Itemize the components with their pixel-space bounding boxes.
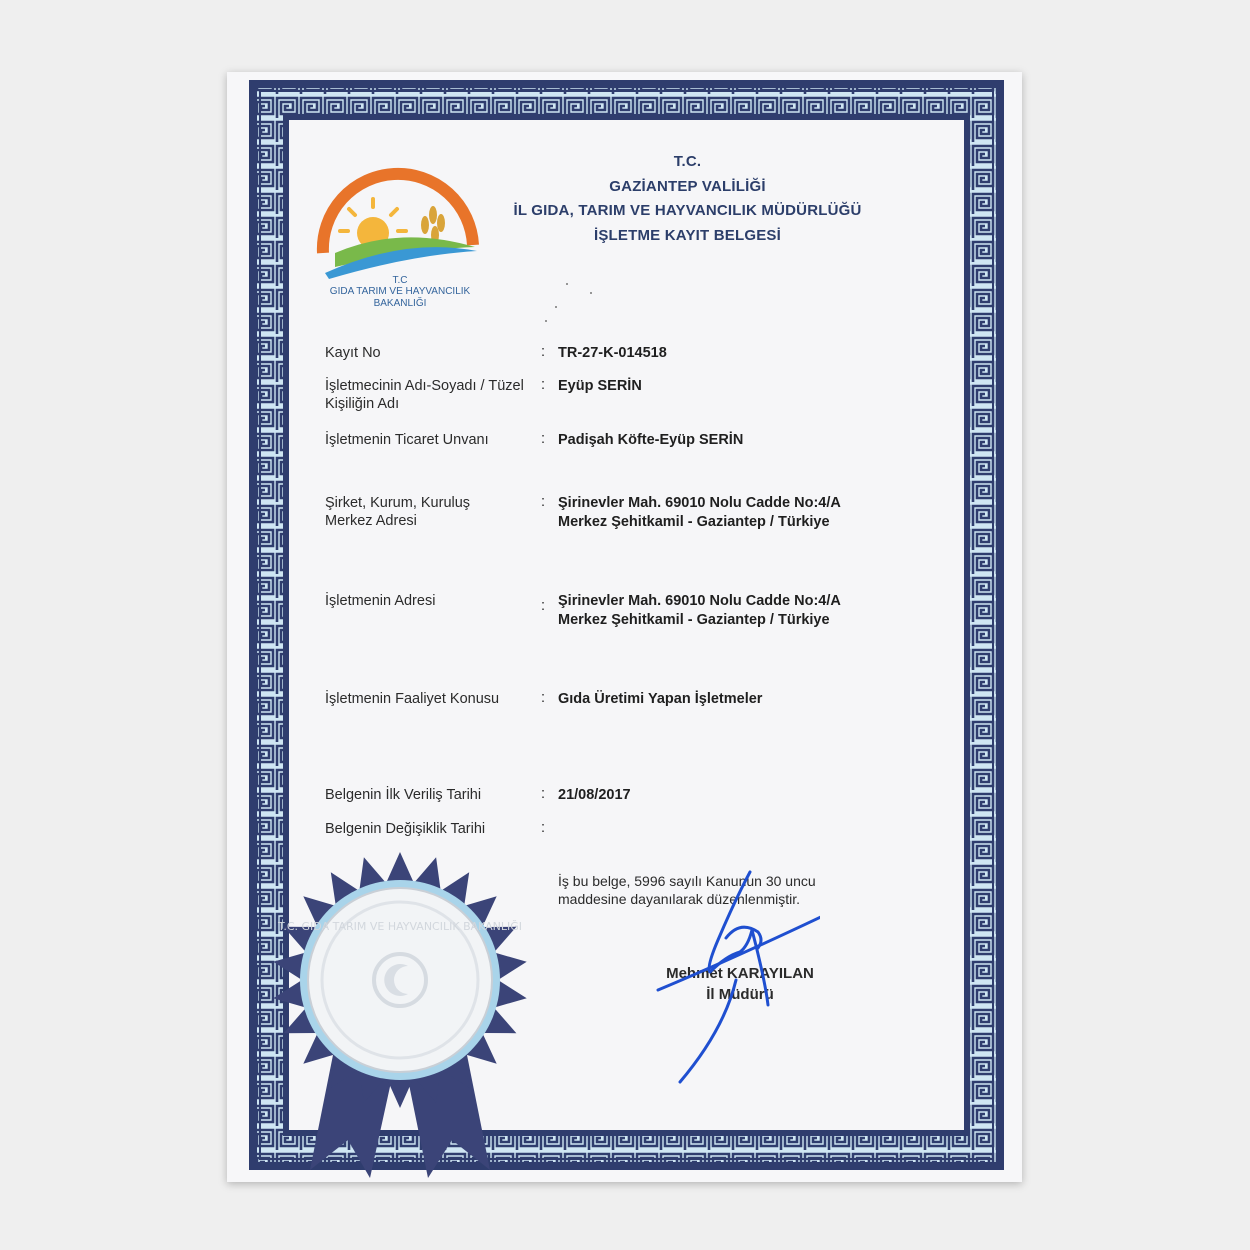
- field-colon: :: [541, 377, 546, 393]
- field-label: Şirket, Kurum, Kuruluş Merkez Adresi: [325, 495, 471, 529]
- field-colon: :: [541, 820, 546, 836]
- field-colon: :: [541, 431, 546, 447]
- signer-name: Mehmet KARAYILAN: [666, 965, 814, 982]
- field-value: Şirinevler Mah. 69010 Nolu Cadde No:4/A Merkez Şehitkamil - Gaziantep / Türkiye: [558, 495, 841, 530]
- header-directorate: İL GIDA, TARIM VE HAYVANCILIK MÜDÜRLÜĞÜ: [513, 202, 862, 219]
- field-label: İşletmenin Adresi: [325, 593, 436, 609]
- scan-speck: [590, 292, 592, 294]
- logo-text-3: BAKANLIĞI: [373, 298, 427, 309]
- field-colon: :: [541, 344, 546, 360]
- header-tc: T.C.: [673, 153, 702, 170]
- document-header: [450, 150, 925, 248]
- field-value: Gıda Üretimi Yapan İşletmeler: [558, 691, 763, 707]
- signature: [640, 860, 820, 1090]
- field-label: İşletmenin Faaliyet Konusu: [325, 691, 500, 707]
- field-label: Kayıt No: [325, 345, 381, 361]
- field-colon: :: [541, 598, 546, 614]
- field-value: TR-27-K-014518: [558, 345, 667, 361]
- field-label: Belgenin İlk Veriliş Tarihi: [325, 787, 482, 803]
- seal-text: T.C. GIDA TARIM VE HAYVANCILIK BAKANLIĞI: [277, 920, 523, 933]
- field-colon: :: [541, 690, 546, 706]
- header-governorship: GAZİANTEP VALİLİĞİ: [609, 177, 766, 195]
- logo-text-1: T.C: [392, 275, 408, 286]
- field-label: Belgenin Değişiklik Tarihi: [325, 821, 486, 837]
- logo-text-2: GIDA TARIM VE HAYVANCILIK: [329, 286, 471, 297]
- signer-title: İl Müdürü: [706, 986, 774, 1003]
- field-value: Padişah Köfte-Eyüp SERİN: [558, 432, 744, 448]
- field-value: 21/08/2017: [558, 787, 631, 803]
- scan-speck: [566, 283, 568, 285]
- scan-speck: [555, 306, 557, 308]
- scan-speck: [545, 320, 547, 322]
- legal-footnote: İş bu belge, 5996 sayılı Kanunun 30 uncu maddesine dayanılarak düzenlenmiştir.: [558, 873, 816, 907]
- header-document-title: İŞLETME KAYIT BELGESİ: [593, 226, 781, 244]
- field-colon: :: [541, 494, 546, 510]
- field-label: İşletmenin Ticaret Unvanı: [325, 432, 489, 448]
- field-colon: :: [541, 786, 546, 802]
- field-label: İşletmecinin Adı-Soyadı / Tüzel Kişiliğin Adı: [325, 378, 524, 412]
- field-value: Şirinevler Mah. 69010 Nolu Cadde No:4/A Merkez Şehitkamil - Gaziantep / Türkiye: [558, 593, 841, 628]
- official-seal: [270, 840, 530, 1185]
- field-value: Eyüp SERİN: [558, 378, 642, 394]
